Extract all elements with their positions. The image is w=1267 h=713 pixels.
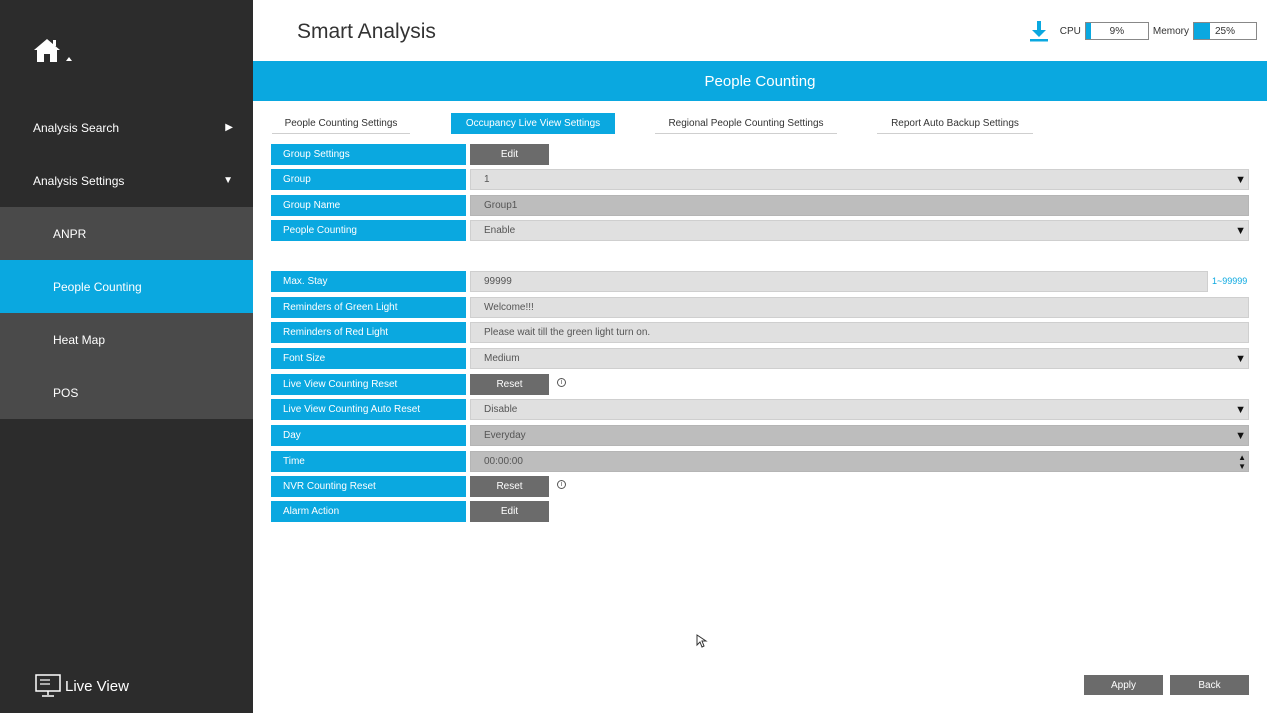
tab-report-auto-backup-settings[interactable]: Report Auto Backup Settings <box>877 113 1033 134</box>
field-label: Reminders of Red Light <box>271 322 466 343</box>
row-group-name <box>271 195 1249 216</box>
sidebar-item-analysis-search[interactable] <box>0 101 253 154</box>
cpu-label: CPU <box>1059 25 1081 37</box>
field-label: Day <box>271 425 466 446</box>
tab-people-counting-settings[interactable]: People Counting Settings <box>272 113 410 134</box>
row-red-light <box>271 322 1249 343</box>
auto-reset-value: Disable <box>484 404 518 415</box>
sidebar-item-label: Heat Map <box>53 332 106 347</box>
field-label: Reminders of Green Light <box>271 297 466 318</box>
chevron-down-icon: ▼ <box>223 175 233 186</box>
field-label: Alarm Action <box>271 501 466 522</box>
day-value: Everyday <box>484 430 526 441</box>
mouse-cursor-icon <box>696 634 708 648</box>
spinner-icon[interactable]: ▲ ▼ <box>1238 453 1246 471</box>
time-value: 00:00:00 <box>484 456 523 467</box>
row-day <box>271 425 1249 446</box>
field-label: Group Name <box>271 195 466 216</box>
row-alarm-action <box>271 501 1249 522</box>
field-label: Font Size <box>271 348 466 369</box>
row-font-size <box>271 348 1249 369</box>
red-light-input[interactable] <box>470 322 1249 343</box>
max-stay-range: 1~99999 <box>1212 276 1248 286</box>
row-green-light <box>271 297 1249 318</box>
monitor-icon <box>35 674 61 698</box>
group-name-input[interactable] <box>470 195 1249 216</box>
cpu-meter <box>1085 22 1149 40</box>
tab-occupancy-live-view-settings[interactable]: Occupancy Live View Settings <box>451 113 615 134</box>
back-button[interactable]: Back <box>1170 675 1249 695</box>
group-settings-edit-button[interactable]: Edit <box>470 144 549 165</box>
caret-down-icon: ▼ <box>1235 174 1246 186</box>
font-size-value: Medium <box>484 353 520 364</box>
sidebar-item-label: POS <box>53 385 79 400</box>
live-view-button[interactable] <box>35 674 129 698</box>
sidebar-item-pos[interactable] <box>0 366 253 419</box>
caret-down-icon: ▼ <box>1235 430 1246 442</box>
field-label: Time <box>271 451 466 472</box>
font-size-select[interactable] <box>470 348 1249 369</box>
alarm-action-edit-button[interactable]: Edit <box>470 501 549 522</box>
red-light-value: Please wait till the green light turn on. <box>484 327 651 338</box>
system-stats <box>1028 20 1261 42</box>
day-select[interactable] <box>470 425 1249 446</box>
info-icon[interactable]: i <box>557 378 566 387</box>
caret-down-icon: ▼ <box>1235 353 1246 365</box>
memory-value: 25% <box>1214 26 1235 37</box>
group-select[interactable] <box>470 169 1249 190</box>
people-counting-select[interactable] <box>470 220 1249 241</box>
field-label: Group <box>271 169 466 190</box>
chevron-right-icon: ▶ <box>225 122 233 133</box>
row-nvr-reset <box>271 476 1249 497</box>
field-label: People Counting <box>271 220 466 241</box>
green-light-value: Welcome!!! <box>484 302 534 313</box>
cpu-value: 9% <box>1109 26 1125 37</box>
live-view-label: Live View <box>65 677 129 695</box>
sidebar-item-label: People Counting <box>53 279 142 294</box>
info-icon[interactable]: i <box>557 480 566 489</box>
sidebar-item-heat-map[interactable] <box>0 313 253 366</box>
sidebar-item-analysis-settings[interactable] <box>0 154 253 207</box>
sidebar-item-people-counting[interactable] <box>0 260 253 313</box>
row-live-view-reset <box>271 374 1249 395</box>
sidebar-item-label: Analysis Search <box>33 120 120 135</box>
field-label: Group Settings <box>271 144 466 165</box>
max-stay-input[interactable] <box>470 271 1208 292</box>
time-input[interactable] <box>470 451 1249 472</box>
row-people-counting <box>271 220 1249 241</box>
sidebar <box>0 0 253 713</box>
row-group <box>271 169 1249 190</box>
green-light-input[interactable] <box>470 297 1249 318</box>
tab-regional-people-counting-settings[interactable]: Regional People Counting Settings <box>655 113 837 134</box>
auto-reset-select[interactable] <box>470 399 1249 420</box>
group-value: 1 <box>484 174 490 185</box>
section-banner: People Counting <box>253 61 1267 101</box>
people-counting-value: Enable <box>484 225 516 236</box>
nvr-reset-button[interactable]: Reset <box>470 476 549 497</box>
home-icon[interactable] <box>32 36 72 66</box>
caret-down-icon: ▼ <box>1235 404 1246 416</box>
group-name-value: Group1 <box>484 200 518 211</box>
sidebar-item-label: ANPR <box>53 226 87 241</box>
sidebar-item-anpr[interactable] <box>0 207 253 260</box>
field-label: Max. Stay <box>271 271 466 292</box>
field-label: Live View Counting Auto Reset <box>271 399 466 420</box>
live-view-reset-button[interactable]: Reset <box>470 374 549 395</box>
memory-label: Memory <box>1152 25 1189 37</box>
row-time <box>271 451 1249 472</box>
row-group-settings <box>271 144 1249 165</box>
page-title: Smart Analysis <box>297 20 436 43</box>
row-max-stay <box>271 271 1249 292</box>
caret-down-icon: ▼ <box>1235 225 1246 237</box>
field-label: Live View Counting Reset <box>271 374 466 395</box>
field-label: NVR Counting Reset <box>271 476 466 497</box>
apply-button[interactable]: Apply <box>1084 675 1163 695</box>
download-icon[interactable] <box>1028 20 1050 42</box>
sidebar-item-label: Analysis Settings <box>33 173 125 188</box>
max-stay-value: 99999 <box>484 276 512 287</box>
row-live-view-auto-reset <box>271 399 1249 420</box>
memory-meter <box>1193 22 1257 40</box>
